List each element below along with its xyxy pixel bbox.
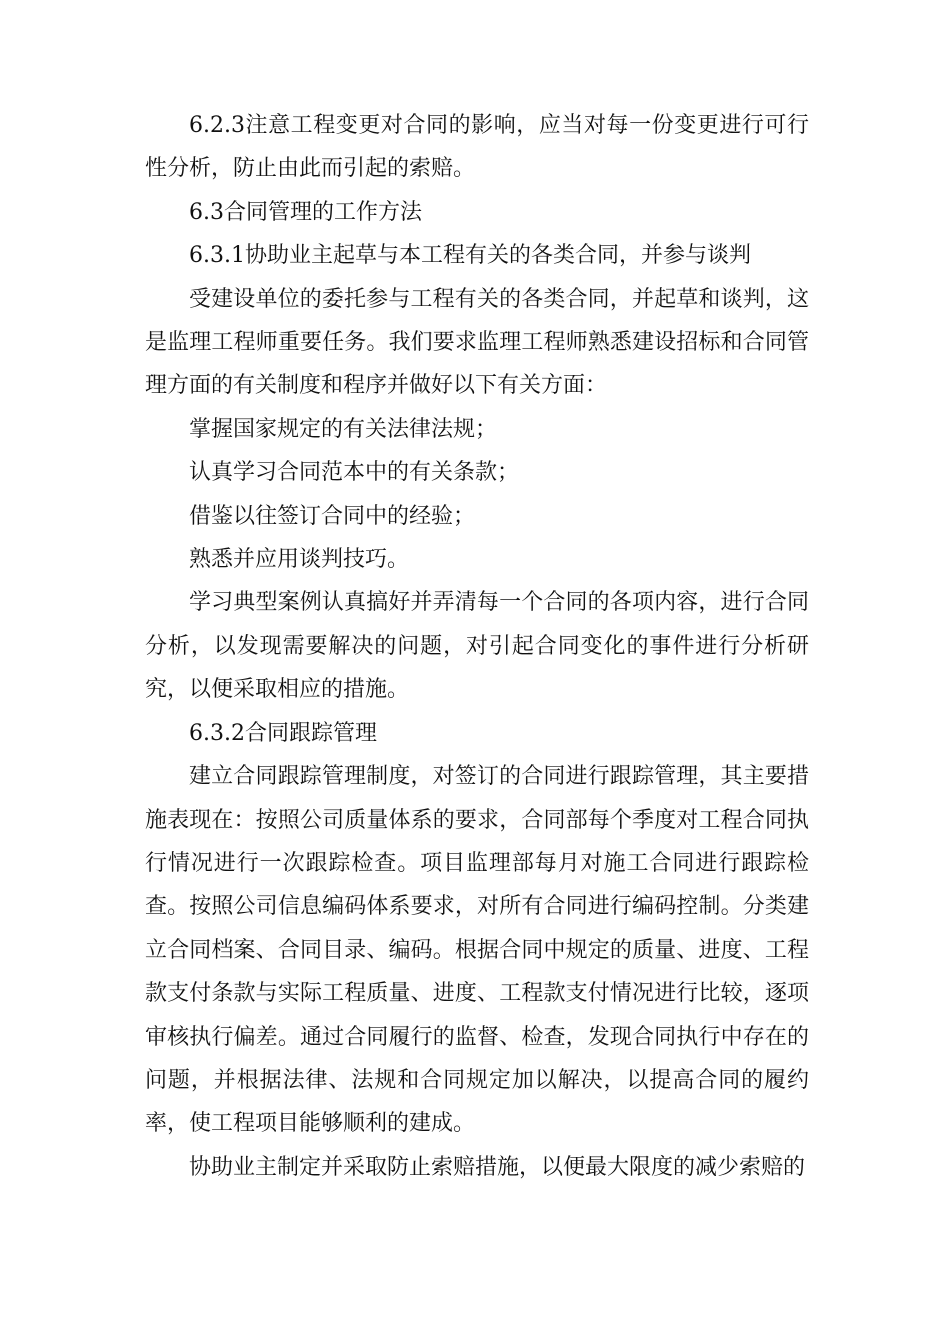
list-item-contract-template: 认真学习合同范本中的有关条款； <box>189 460 520 486</box>
paragraph-tracking-management: 建立合同跟踪管理制度，对签订的合同进行跟踪管理，其主要措施表现在：按照公司质量体系的要求，合同部每个季度对工程合同执行情况进行一次跟踪检查。项目监理部每月对施工合同进行跟踪检查。按照公司信息编码体系要求，对所有合同进行编码控制。分类建立合同档案、合同目录、编码。根据合同中规定的质量、进度、工程款支付条款与实际工程质量、进度、工程款支付情况进行比较，逐项审核执行偏差。通过合同履行的监督、检查，发现合同执行中存在的问题，并根据法律、法规和合同规定加以解决，以提高合同的履约率，使工程项目能够顺利的建成。 <box>145 764 809 1137</box>
list-item-experience: 借鉴以往签订合同中的经验； <box>189 503 476 529</box>
document-body <box>145 104 809 1189</box>
paragraph-case-study: 学习典型案例认真搞好并弄清每一个合同的各项内容，进行合同分析，以发现需要解决的问题，对引起合同变化的事件进行分析研究，以便采取相应的措施。 <box>145 590 809 703</box>
paragraph-6-2-3: 6.2.3注意工程变更对合同的影响，应当对每一份变更进行可行性分析，防止由此而引起的索赔。 <box>145 113 809 182</box>
paragraph-claim-prevention: 协助业主制定并采取防止索赔措施，以便最大限度的减少索赔的 <box>189 1154 806 1180</box>
heading-6-3: 6.3合同管理的工作方法 <box>189 199 422 225</box>
heading-6-3-2: 6.3.2合同跟踪管理 <box>189 720 377 746</box>
paragraph-entrusted-drafting: 受建设单位的委托参与工程有关的各类合同，并起草和谈判，这是监理工程师重要任务。我们要求监理工程师熟悉建设招标和合同管理方面的有关制度和程序并做好以下有关方面： <box>145 286 809 399</box>
list-item-laws: 掌握国家规定的有关法律法规； <box>189 416 498 442</box>
list-item-negotiation: 熟悉并应用谈判技巧。 <box>189 547 410 573</box>
heading-6-3-1: 6.3.1协助业主起草与本工程有关的各类合同，并参与谈判 <box>189 243 751 269</box>
